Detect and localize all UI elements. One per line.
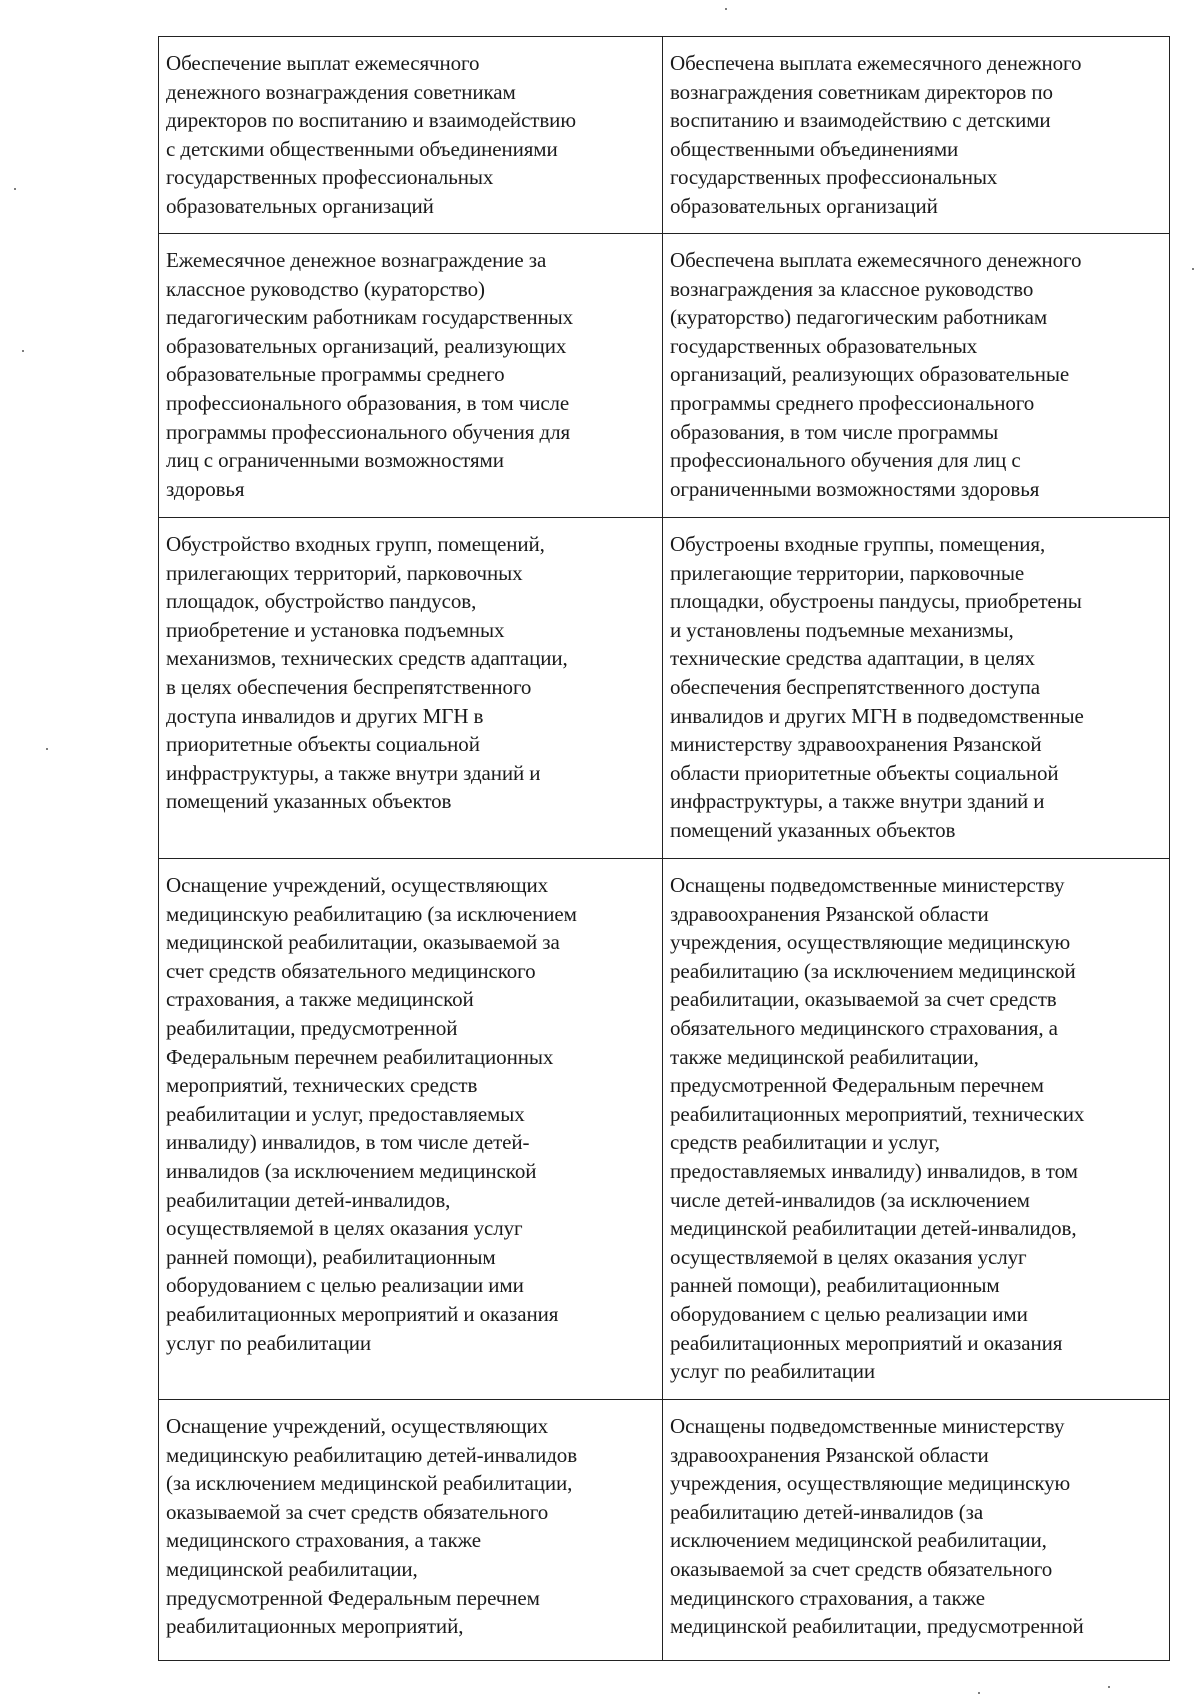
table-row [159,1400,1170,1661]
result-text: Обеспечена выплата ежемесячного денежного вознаграждения советникам директоров по воспитанию и взаимодействию с детскими общественными объединениями государственных профессиональных образовательных организаций [670,51,1082,218]
activities-results-table [158,36,1170,1661]
scan-speck [725,8,727,10]
scan-speck [1108,1686,1110,1688]
table-row [159,859,1170,1400]
activity-text: Ежемесячное денежное вознаграждение за классное руководство (кураторство) педагогическим работникам государственных образовательных организаций, реализующих образовательные программы среднего профессионального образования, в том числе программы профессионального обучения для лиц с ограниченными возможностями здоровья [166,248,573,501]
scan-speck [1192,268,1194,270]
activity-text: Оснащение учреждений, осуществляющих медицинскую реабилитацию детей-инвалидов (за исключением медицинской реабилитации, оказываемой за счет средств обязательного медицинского страхования, а также медицинской реабилитации, предусмотренной Федеральным перечнем реабилитационных мероприятий, [166,1414,578,1639]
table-row [159,518,1170,859]
activity-cell [159,37,663,234]
scan-speck [46,748,48,750]
result-text: Оснащены подведомственные министерству здравоохранения Рязанской области учреждения, осуществляющие медицинскую реабилитацию детей-инвалидов (за исключением медицинской реабилитации, оказываемой за счет средств обязательного медицинского страхования, а также медицинской реабилитации, предусмотренной [670,1414,1084,1639]
result-cell [663,859,1170,1400]
result-cell [663,37,1170,234]
scan-speck [14,188,16,190]
result-cell [663,1400,1170,1661]
activity-text: Обеспечение выплат ежемесячного денежного вознаграждения советникам директоров по воспитанию и взаимодействию с детскими общественными объединениями государственных профессиональных образовательных организаций [166,51,576,218]
result-text: Обеспечена выплата ежемесячного денежного вознаграждения за классное руководство (кураторство) педагогическим работникам государственных образовательных организаций, реализующих образовательные программы среднего профессионального образования, в том числе программы профессионального обучения для лиц с ограниченными возможностями здоровья [670,248,1082,501]
activity-text: Обустройство входных групп, помещений, прилегающих территорий, парковочных площадок, обустройство пандусов, приобретение и установка подъемных механизмов, технических средств адаптации, в целях обеспечения беспрепятственного доступа инвалидов и других МГН в приоритетные объекты социальной инфраструктуры, а также внутри зданий и помещений указанных объектов [166,532,568,814]
activity-cell [159,234,663,518]
result-cell [663,518,1170,859]
table-row [159,37,1170,234]
result-text: Оснащены подведомственные министерству здравоохранения Рязанской области учреждения, осуществляющие медицинскую реабилитацию (за исключением медицинской реабилитации, оказываемой за счет средств обязательного медицинского страхования, а также медицинской реабилитации, предусмотренной Федеральным перечнем реабилитационных мероприятий, технических средств реабилитации и услуг, предоставляемых инвалиду) инвалидов, в том числе детей-инвалидов (за исключением медицинской реабилитации детей-инвалидов, осуществляемой в целях оказания услуг ранней помощи), реабилитационным оборудованием с целью реализации ими реабилитационных мероприятий и оказания услуг по реабилитации [670,873,1085,1384]
activity-cell [159,1400,663,1661]
result-cell [663,234,1170,518]
result-text: Обустроены входные группы, помещения, прилегающие территории, парковочные площадки, обустроены пандусы, приобретены и установлены подъемные механизмы, технические средства адаптации, в целях обеспечения беспрепятственного доступа инвалидов и других МГН в подведомственные министерству здравоохранения Рязанской области приоритетные объекты социальной инфраструктуры, а также внутри зданий и помещений указанных объектов [670,532,1084,842]
scan-speck [22,350,24,352]
scan-speck [978,1692,980,1694]
activity-cell [159,859,663,1400]
activity-text: Оснащение учреждений, осуществляющих медицинскую реабилитацию (за исключением медицинской реабилитации, оказываемой за счет средств обязательного медицинского страхования, а также медицинской реабилитации, предусмотренной Федеральным перечнем реабилитационных мероприятий, технических средств реабилитации и услуг, предоставляемых инвалиду) инвалидов, в том числе детей- инвалидов (за исключением медицинской реабилитации детей-инвалидов, осуществляемой в целях оказания услуг ранней помощи), реабилитационным оборудованием с целью реализации ими реабилитационных мероприятий и оказания услуг по реабилитации [166,873,577,1355]
table-row [159,234,1170,518]
activity-cell [159,518,663,859]
